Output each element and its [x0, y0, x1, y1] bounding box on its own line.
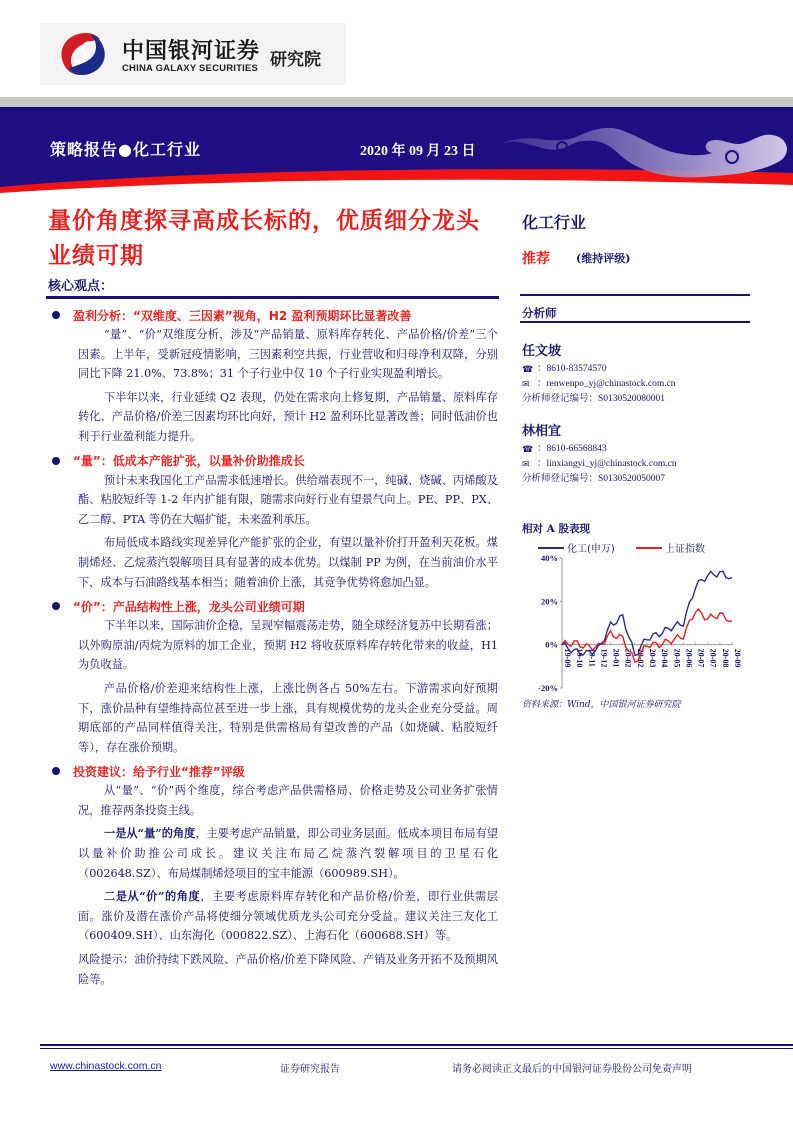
recommendation-volume-text: ，主要考虑产品销量，即公司业务层面。低成本项目布局有望以量补价助推公司成长。建议关注布局乙烷蒸汽裂解项目的卫星石化（002648.SZ）、布局煤制烯烃项目的宝丰能源（600989.SH）。	[78, 827, 498, 880]
legend-label: 上证指数	[665, 544, 705, 555]
phone-icon: ☎	[522, 444, 534, 454]
banner-top-strip	[0, 97, 793, 107]
relative-performance-chart	[520, 538, 745, 698]
analyst-registration: 分析师登记编号：S0130520080001	[522, 394, 666, 404]
analyst-phone: ☎ ： 8610-83574570	[522, 362, 752, 377]
chart-source: 资料来源：Wind，中国银河证券研究院	[522, 700, 681, 710]
paragraph: 下半年以来，行业延续 Q2 表现，仍处在需求向上修复期，产品销量、原料库存转化、产品价格/价差三因素均环比向好，预计 H2 盈利环比显著改善；同时低油价也利于行业盈利能力提升。	[78, 390, 498, 443]
paragraph: 下半年以来，国际油价企稳，呈现窄幅震荡走势，随全球经济复苏中长期看涨；以外购原油/丙烷为原料的加工企业，预期 H2 将收获原料库存转化带来的收益，H1 为负收益。	[78, 619, 498, 672]
x-tick-label: 19-11	[587, 648, 597, 667]
section-heading	[48, 451, 498, 471]
section-heading-text: “价”：产品结构性上涨，龙头公司业绩可期	[73, 599, 305, 614]
analyst-phone: ☎ ： 8610-66568843	[522, 442, 752, 457]
section-heading-text: “量”：低成本产能扩张，以量补价助推成长	[73, 454, 305, 469]
section-heading	[48, 596, 498, 616]
analyst-registration: 分析师登记编号：S0130520050007	[522, 474, 666, 484]
footer-doc-type: 证券研究报告	[280, 1064, 340, 1075]
recommendation-volume	[48, 824, 498, 883]
analyst-name: 任文坡	[522, 344, 562, 359]
x-tick-label: 19-09	[563, 648, 572, 668]
section-heading-text: 盈利分析：“双维度、三因素”视角，H2 盈利预期环比显著改善	[73, 308, 412, 323]
phone-number: 8610-83574570	[546, 364, 607, 374]
section-heading	[48, 761, 498, 781]
analyst-email: ✉ ： renwenpo_yj@chinastock.com.cn	[522, 377, 752, 392]
x-tick-label: 20-09	[733, 648, 742, 668]
x-tick-label: 20-05	[672, 648, 682, 668]
core-views-label: 核心观点：	[48, 279, 114, 294]
x-tick-label: 20-08	[720, 648, 730, 668]
y-tick-label: 20%	[541, 596, 558, 607]
auspicious-cloud-icon	[500, 127, 793, 197]
logo-institute: 研究院	[270, 50, 321, 70]
logo-english-name: CHINA GALAXY SECURITIES	[122, 63, 259, 74]
recommendation-price-text: ，主要考虑原料库存转化和产品价格/价差，即行业供需层面。涨价及潜在涨价产品将使细分领域优质龙头公司充分受益。建议关注三友化工（600409.SH）、山东海化（000822.SZ）、上海石化（600688.SH）等。	[78, 890, 498, 943]
risk-warning: 风险提示：油价持续下跌风险、产品价格/价差下降风险、产销及业务开拓不及预期风险等。	[78, 953, 498, 986]
x-tick-label: 20-02	[635, 648, 645, 668]
recommendation-price-lead: 二是从“价”的角度	[104, 889, 201, 904]
report-title: 量价角度探寻高成长标的，优质细分龙头业绩可期	[48, 208, 480, 269]
y-tick-label: -20%	[538, 683, 558, 693]
analyst-card	[522, 340, 752, 407]
section-heading	[48, 305, 498, 325]
analyst-email: ✉ ： linxiangyi_yj@chinastock.com.cn	[522, 457, 752, 472]
legend-label: 化工(申万)	[567, 544, 615, 555]
report-type: 策略报告●化工行业	[50, 140, 201, 159]
report-banner	[0, 107, 793, 197]
envelope-icon: ✉	[522, 379, 530, 389]
recommendation-volume-lead: 一是从“量”的角度	[104, 826, 196, 841]
x-tick-label: 19-12	[599, 648, 609, 668]
y-tick-label: 0%	[545, 639, 558, 650]
logo-chinese-name: 中国银河证券	[122, 39, 261, 64]
chart-title: 相对 A 股表现	[522, 523, 590, 535]
rating: 推荐	[522, 251, 550, 267]
industry-name: 化工行业	[522, 213, 587, 232]
footer-divider	[40, 1048, 793, 1049]
y-tick-label: 40%	[541, 553, 558, 563]
divider	[46, 296, 499, 299]
paragraph: 产品价格/价差迎来结构性上涨，上涨比例各占 50%左右。下游需求向好预期下，涨价品种有望维持高位甚至进一步上涨，具有规模优势的龙头企业充分受益。周期底部的产品同样值得关注，特别是供需格局有望改善的产品（如烧碱、粘胶短纤等），存在涨价预期。	[78, 681, 498, 754]
x-tick-label: 20-01	[611, 648, 621, 668]
x-tick-label: 20-07	[708, 648, 718, 668]
divider	[520, 294, 750, 296]
email-address[interactable]: linxiangyi_yj@chinastock.com.cn	[546, 459, 677, 469]
section-heading-text: 投资建议：给予行业“推荐”评级	[73, 764, 245, 779]
x-tick-label: 19-10	[575, 648, 585, 668]
paragraph: 预计未来我国化工产品需求低速增长。供给端表现不一，纯碱、烧碱、丙烯酸及酯、粘胶短纤等 1-2 年内扩能有限，随需求向好行业有望景气向上。PE、PP、PX、乙二醇、PTA 等仍在大幅扩能，未来盈利承压。	[78, 473, 498, 526]
paragraph: “量”、“价”双维度分析，涉及“产品销量、原料库存转化、产品价格/价差”三个因素。上半年，受新冠疫情影响，三因素利空共振，行业营收和归母净利双降，分别同比下降 21.0%、73.8%；31 个子行业中仅 10 个子行业实现盈利增长。	[78, 328, 498, 381]
footer-divider	[40, 1044, 793, 1046]
x-tick-label: 20-07	[696, 648, 706, 668]
analyst-name: 林相宜	[522, 424, 562, 439]
analyst-card	[522, 420, 752, 487]
x-tick-label: 20-02	[623, 648, 633, 668]
email-address[interactable]: renwenpo_yj@chinastock.com.cn	[546, 379, 676, 389]
report-date: 2020 年 09 月 23 日	[360, 144, 476, 159]
analyst-label: 分析师	[522, 306, 557, 320]
bullet-icon	[52, 311, 60, 319]
website-link[interactable]: www.chinastock.com.cn	[50, 1060, 162, 1072]
core-views	[48, 303, 498, 993]
phone-icon: ☎	[522, 364, 534, 374]
divider	[520, 321, 750, 323]
company-logo	[40, 23, 346, 85]
bullet-icon	[52, 767, 60, 775]
recommendation-price	[48, 887, 498, 946]
paragraph: 布局低成本路线实现差异化产能扩张的企业，有望以量补价打开盈利天花板。煤制烯烃、乙烷蒸汽裂解项目具有显著的成本优势。以煤制 PP 为例，在当前油价水平下，成本与石油路线基本相当；随着油价上涨，其竞争优势将愈加凸显。	[78, 536, 498, 589]
rating-note: (维持评级)	[576, 252, 631, 265]
galaxy-logo-icon	[56, 29, 110, 79]
envelope-icon: ✉	[522, 459, 530, 469]
bullet-icon	[52, 602, 60, 610]
x-tick-label: 20-04	[660, 648, 670, 668]
footer-disclaimer: 请务必阅读正文最后的中国银河证券股份公司免责声明	[452, 1064, 692, 1075]
phone-number: 8610-66568843	[546, 444, 607, 454]
bullet-icon	[52, 457, 60, 465]
x-tick-label: 20-03	[648, 648, 657, 668]
x-tick-label: 20-06	[684, 648, 694, 668]
paragraph: 从“量”、“价”两个维度，综合考虑产品供需格局、价格走势及公司业务扩张情况，推荐两条投资主线。	[78, 784, 498, 817]
